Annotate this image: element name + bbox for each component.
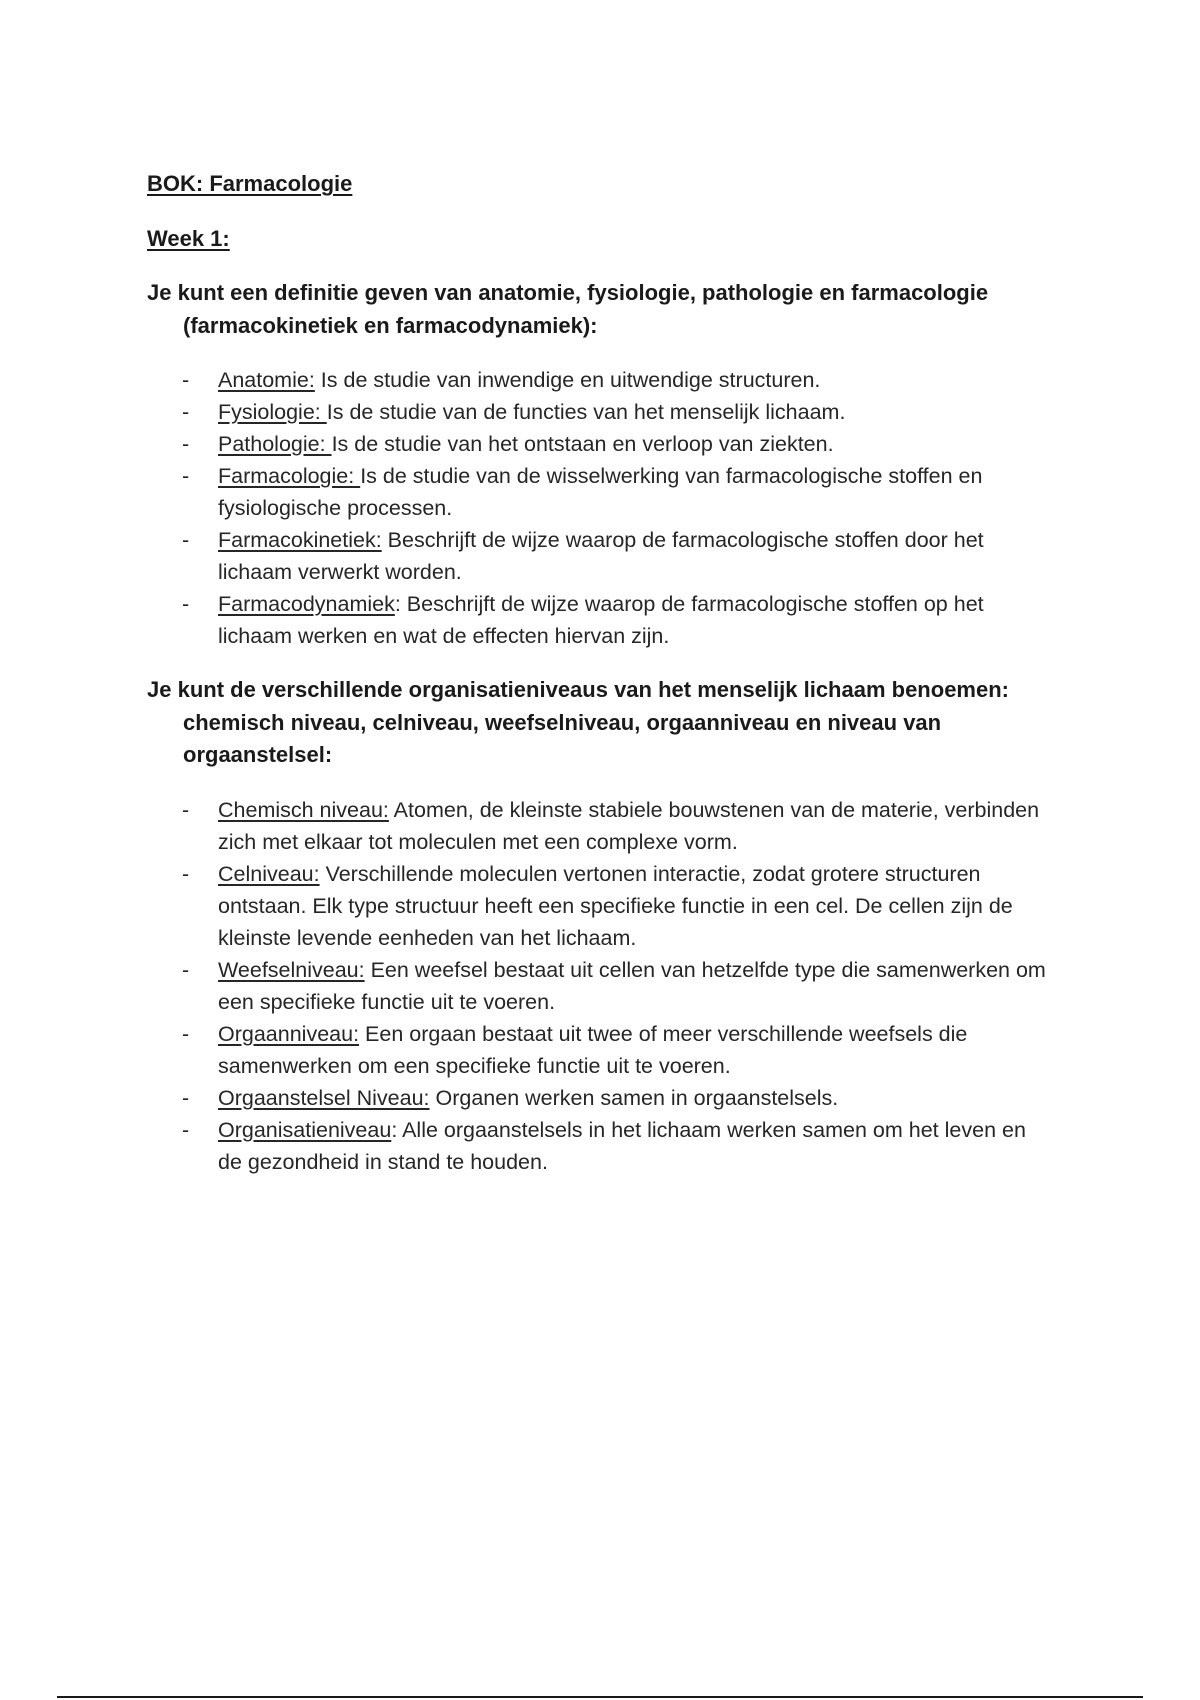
list-item-term: Celniveau: (218, 861, 320, 886)
list-item-text: Een weefsel bestaat uit cellen van hetzelfde type die samenwerken om een specifieke functie uit te voeren. (218, 957, 1046, 1014)
list-item-text: Beschrijft de wijze waarop de farmacologische stoffen door het lichaam verwerkt worden. (218, 528, 984, 584)
list-item-text: Is de studie van de functies van het menselijk lichaam. (326, 400, 846, 424)
list-item-term: Fysiologie: (218, 400, 327, 424)
list-item-text: : Alle orgaanstelsels in het lichaam werken samen om het leven en de gezondheid in stand te houden. (218, 1117, 1026, 1174)
bullet-dash: - (182, 432, 190, 456)
list-item (147, 460, 1047, 524)
bullet-dash: - (182, 528, 190, 552)
list-item-term: Chemisch niveau: (218, 797, 389, 822)
bullet-dash: - (182, 592, 190, 616)
document-title: BOK: Farmacologie (147, 171, 353, 196)
bullet-dash: - (182, 368, 190, 392)
list-item-term: Organisatieniveau (218, 1117, 392, 1142)
list-item (147, 396, 1047, 428)
document-page (147, 168, 1047, 1178)
bullet-dash: - (182, 861, 190, 886)
list-item (147, 1082, 1047, 1114)
list-item-term: Farmacokinetiek: (218, 528, 382, 552)
bullet-dash: - (182, 1117, 190, 1142)
list-item-text: Atomen, de kleinste stabiele bouwstenen van de materie, verbinden zich met elkaar tot moleculen met een complexe vorm. (218, 797, 1040, 854)
list-item-text: Is de studie van inwendige en uitwendige structuren. (314, 368, 821, 392)
list-item-term: Orgaanniveau: (218, 1021, 360, 1046)
list-item-term: Farmacodynamiek (218, 592, 395, 616)
definitions-list (147, 364, 1047, 652)
list-item (147, 524, 1047, 588)
list-item-text: Een orgaan bestaat uit twee of meer verschillende weefsels die samenwerken om een specifieke functie uit te voeren. (218, 1021, 968, 1078)
list-item-term: Weefselniveau: (218, 957, 365, 982)
section-heading-organisation-levels: Je kunt de verschillende organisatieniveaus van het menselijk lichaam benoemen: chemisch niveau, celniveau, weefselniveau, orgaanniveau en niveau van orgaanstelsel: (147, 677, 1009, 767)
bullet-dash: - (182, 400, 190, 424)
page-bottom-rule (57, 1696, 1143, 1698)
list-item-text: : Beschrijft de wijze waarop de farmacologische stoffen op het lichaam werken en wat de effecten hiervan zijn. (218, 592, 984, 648)
list-item-text: Is de studie van het ontstaan en verloop van ziekten. (331, 432, 834, 456)
list-item (147, 428, 1047, 460)
bullet-dash: - (182, 957, 190, 982)
bullet-dash: - (182, 1085, 190, 1110)
list-item-text: Is de studie van de wisselwerking van farmacologische stoffen en fysiologische processen. (218, 464, 983, 520)
week-heading: Week 1: (147, 226, 230, 251)
organisation-levels-list (147, 794, 1047, 1178)
list-item (147, 858, 1047, 954)
list-item (147, 1018, 1047, 1082)
list-item-text: Verschillende moleculen vertonen interactie, zodat grotere structuren ontstaan. Elk type structuur heeft een specifieke functie in een cel. De cellen zijn de kleinste levende eenheden van het lichaam. (218, 861, 1013, 950)
list-item (147, 954, 1047, 1018)
list-item (147, 588, 1047, 652)
list-item (147, 1114, 1047, 1178)
bullet-dash: - (182, 464, 190, 488)
list-item-term: Orgaanstelsel Niveau: (218, 1085, 430, 1110)
bullet-dash: - (182, 797, 190, 822)
list-item-term: Pathologie: (218, 432, 332, 456)
bullet-dash: - (182, 1021, 190, 1046)
list-item (147, 794, 1047, 858)
list-item-text: Organen werken samen in orgaanstelsels. (429, 1085, 839, 1110)
section-heading-definitions: Je kunt een definitie geven van anatomie, fysiologie, pathologie en farmacologie (farmacokinetiek en farmacodynamiek): (147, 280, 989, 338)
list-item (147, 364, 1047, 396)
list-item-term: Anatomie: (218, 368, 315, 392)
list-item-term: Farmacologie: (218, 464, 361, 488)
